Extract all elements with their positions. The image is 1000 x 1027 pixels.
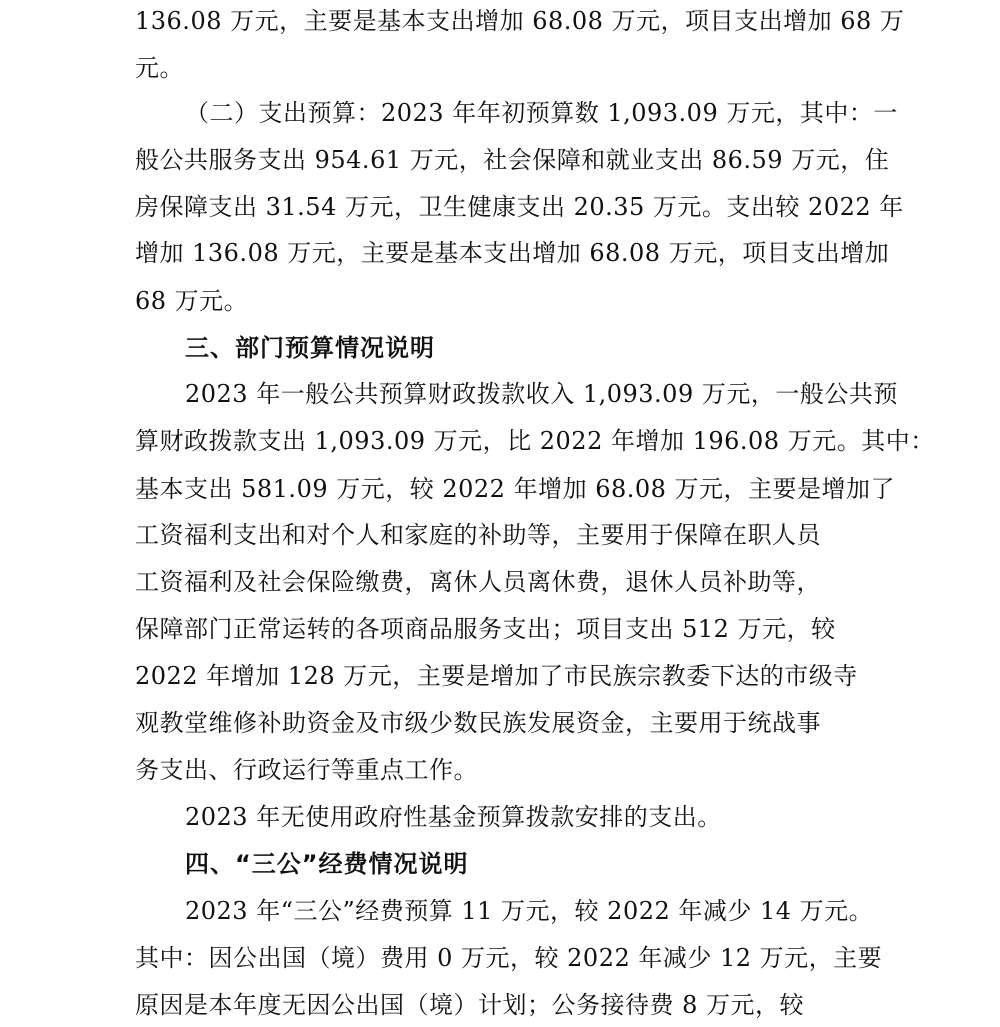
section-heading-three-public-expenses: 四、“三公”经费情况说明: [185, 850, 469, 878]
text-line: 2022 年增加 128 万元，主要是增加了市民族宗教委下达的市级寺: [135, 662, 858, 690]
section-heading-department-budget: 三、部门预算情况说明: [185, 334, 435, 362]
text-line: 原因是本年度无因公出国（境）计划；公务接待费 8 万元，较: [135, 991, 805, 1019]
text-line: 2023 年无使用政府性基金预算拨款安排的支出。: [185, 803, 722, 831]
text-line: 增加 136.08 万元，主要是基本支出增加 68.08 万元，项目支出增加: [135, 239, 890, 267]
text-line: 务支出、行政运行等重点工作。: [135, 756, 478, 784]
text-line: 基本支出 581.09 万元，较 2022 年增加 68.08 万元，主要是增加了: [135, 475, 896, 503]
paragraph-heading-expenditure-budget: （二）支出预算：2023 年年初预算数 1,093.09 万元，其中：一: [185, 99, 898, 127]
text-line: 算财政拨款支出 1,093.09 万元，比 2022 年增加 196.08 万元。其中：: [135, 427, 935, 455]
text-line: 其中：因公出国（境）费用 0 万元，较 2022 年减少 12 万元，主要: [135, 944, 883, 972]
text-line: 元。: [135, 54, 184, 82]
text-line: 保障部门正常运转的各项商品服务支出；项目支出 512 万元，较: [135, 615, 836, 643]
text-line: 工资福利支出和对个人和家庭的补助等，主要用于保障在职人员: [135, 521, 821, 549]
text-line: 工资福利及社会保险缴费，离休人员离休费，退休人员补助等，: [135, 568, 821, 596]
text-line: 观教堂维修补助资金及市级少数民族发展资金，主要用于统战事: [135, 709, 821, 737]
text-line: 136.08 万元，主要是基本支出增加 68.08 万元，项目支出增加 68 万: [135, 7, 905, 35]
text-line: 房保障支出 31.54 万元，卫生健康支出 20.35 万元。支出较 2022 年: [135, 193, 904, 221]
text-line: 2023 年一般公共预算财政拨款收入 1,093.09 万元，一般公共预: [185, 380, 898, 408]
text-line: 般公共服务支出 954.61 万元，社会保障和就业支出 86.59 万元，住: [135, 146, 890, 174]
text-line: 2023 年“三公”经费预算 11 万元，较 2022 年减少 14 万元。: [185, 897, 874, 925]
text-line: 68 万元。: [135, 287, 249, 315]
